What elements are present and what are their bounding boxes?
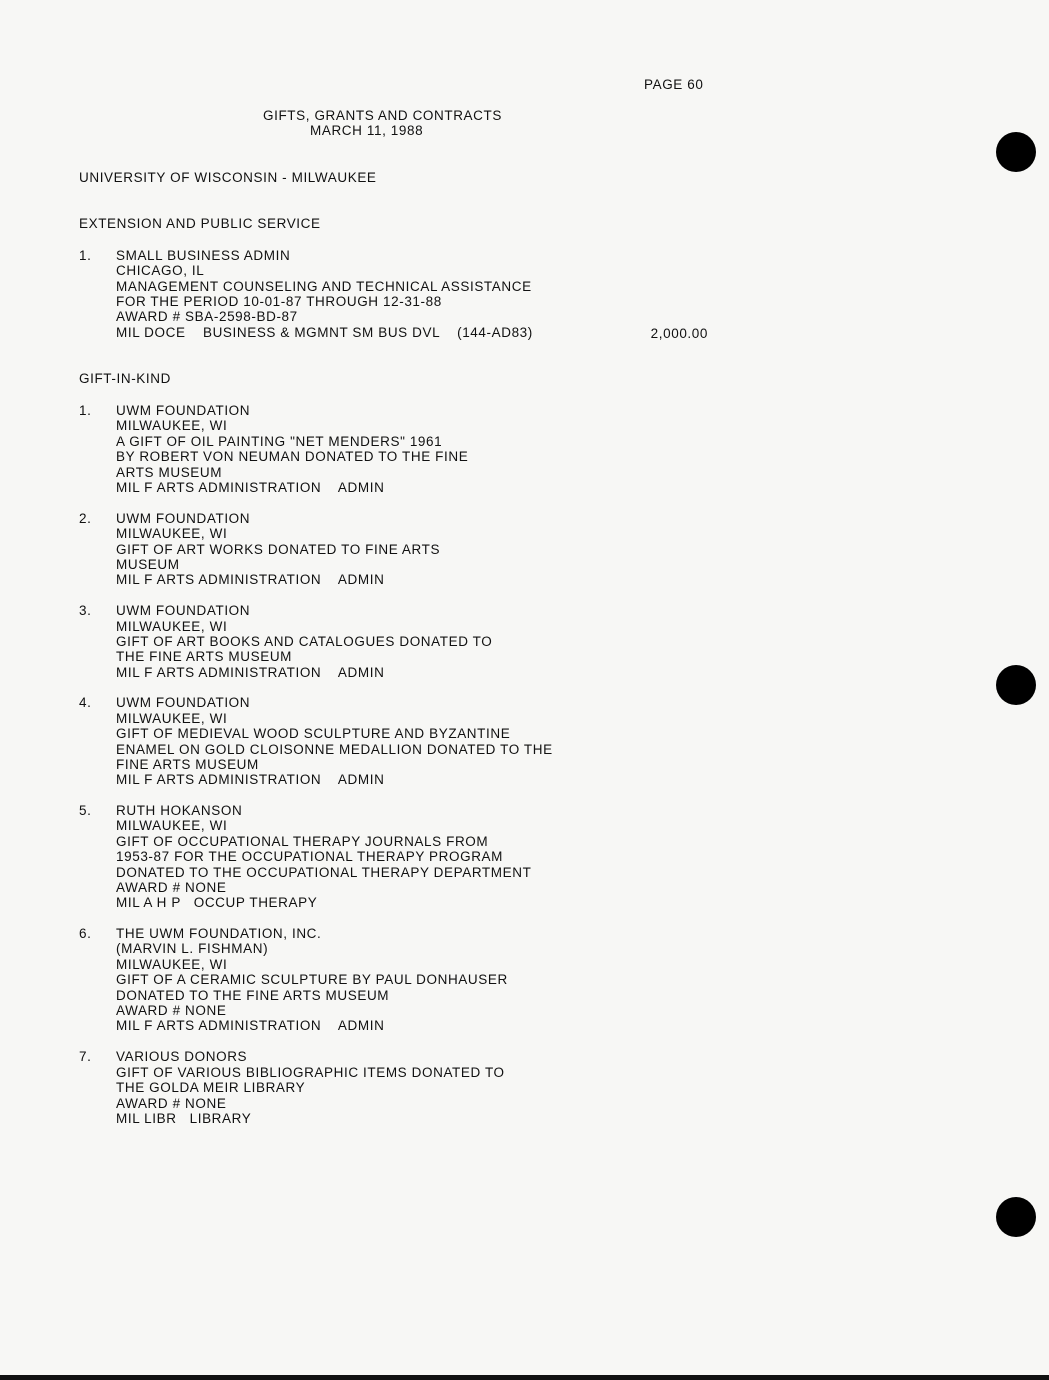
item-line: MILWAUKEE, WI (116, 526, 228, 541)
item-number: 1. (79, 403, 92, 418)
item-line: FOR THE PERIOD 10-01-87 THROUGH 12-31-88 (116, 294, 442, 309)
item-line: 1953-87 FOR THE OCCUPATIONAL THERAPY PROGRAM (116, 849, 503, 864)
item-line: AWARD # NONE (116, 1003, 227, 1018)
item-line: DONATED TO THE FINE ARTS MUSEUM (116, 988, 390, 1003)
item-line: VARIOUS DONORS (116, 1049, 248, 1064)
item-line: GIFT OF OCCUPATIONAL THERAPY JOURNALS FROM (116, 834, 489, 849)
item-line: THE FINE ARTS MUSEUM (116, 649, 293, 664)
page-number: PAGE 60 (644, 77, 704, 92)
item-number: 2. (79, 511, 92, 526)
item-line: BY ROBERT VON NEUMAN DONATED TO THE FINE (116, 449, 469, 464)
item-line: AWARD # NONE (116, 880, 227, 895)
section-heading-extension: EXTENSION AND PUBLIC SERVICE (79, 216, 321, 231)
item-line: (MARVIN L. FISHMAN) (116, 941, 269, 956)
item-line: MILWAUKEE, WI (116, 418, 228, 433)
item-line: THE GOLDA MEIR LIBRARY (116, 1080, 306, 1095)
item-line: GIFT OF MEDIEVAL WOOD SCULPTURE AND BYZANTINE (116, 726, 511, 741)
item-line: MIL LIBR LIBRARY (116, 1111, 252, 1126)
institution-name: UNIVERSITY OF WISCONSIN - MILWAUKEE (79, 170, 377, 185)
item-number: 4. (79, 695, 92, 710)
item-line: FINE ARTS MUSEUM (116, 757, 259, 772)
document-date: MARCH 11, 1988 (310, 123, 424, 138)
item-line: MIL F ARTS ADMINISTRATION ADMIN (116, 480, 385, 495)
item-line: A GIFT OF OIL PAINTING "NET MENDERS" 1961 (116, 434, 443, 449)
document-title: GIFTS, GRANTS AND CONTRACTS (263, 108, 502, 123)
item-line: GIFT OF A CERAMIC SCULPTURE BY PAUL DONHAUSER (116, 972, 508, 987)
item-line: UWM FOUNDATION (116, 511, 251, 526)
item-line: MILWAUKEE, WI (116, 619, 228, 634)
page-bottom-edge (0, 1375, 1049, 1380)
item-number: 3. (79, 603, 92, 618)
item-number: 5. (79, 803, 92, 818)
item-line: MIL A H P OCCUP THERAPY (116, 895, 318, 910)
item-line: AWARD # SBA-2598-BD-87 (116, 309, 298, 324)
item-line: ARTS MUSEUM (116, 465, 223, 480)
item-line: MIL F ARTS ADMINISTRATION ADMIN (116, 572, 385, 587)
item-line: GIFT OF VARIOUS BIBLIOGRAPHIC ITEMS DONATED TO (116, 1065, 505, 1080)
item-line: RUTH HOKANSON (116, 803, 243, 818)
item-line: AWARD # NONE (116, 1096, 227, 1111)
item-line: ENAMEL ON GOLD CLOISONNE MEDALLION DONATED TO THE (116, 742, 553, 757)
item-line: MANAGEMENT COUNSELING AND TECHNICAL ASSISTANCE (116, 279, 532, 294)
item-line: MIL F ARTS ADMINISTRATION ADMIN (116, 665, 385, 680)
item-line: GIFT OF ART BOOKS AND CATALOGUES DONATED TO (116, 634, 493, 649)
item-line: THE UWM FOUNDATION, INC. (116, 926, 322, 941)
item-amount: 2,000.00 (650, 326, 708, 341)
item-line: MILWAUKEE, WI (116, 818, 228, 833)
item-number: 7. (79, 1049, 92, 1064)
item-line: UWM FOUNDATION (116, 403, 251, 418)
item-line: MIL DOCE BUSINESS & MGMNT SM BUS DVL (144-AD83) (116, 325, 533, 340)
item-line: SMALL BUSINESS ADMIN (116, 248, 291, 263)
punch-hole-middle (996, 665, 1036, 705)
item-number: 1. (79, 248, 92, 263)
item-line: MIL F ARTS ADMINISTRATION ADMIN (116, 1018, 385, 1033)
item-line: UWM FOUNDATION (116, 695, 251, 710)
item-number: 6. (79, 926, 92, 941)
item-line: UWM FOUNDATION (116, 603, 251, 618)
item-line: GIFT OF ART WORKS DONATED TO FINE ARTS (116, 542, 441, 557)
item-line: MIL F ARTS ADMINISTRATION ADMIN (116, 772, 385, 787)
item-line: MILWAUKEE, WI (116, 711, 228, 726)
section-heading-gift-in-kind: GIFT-IN-KIND (79, 371, 171, 386)
item-line: MILWAUKEE, WI (116, 957, 228, 972)
item-line: DONATED TO THE OCCUPATIONAL THERAPY DEPARTMENT (116, 865, 532, 880)
punch-hole-top (996, 132, 1036, 172)
item-line: CHICAGO, IL (116, 263, 205, 278)
item-line: MUSEUM (116, 557, 180, 572)
punch-hole-bottom (996, 1197, 1036, 1237)
